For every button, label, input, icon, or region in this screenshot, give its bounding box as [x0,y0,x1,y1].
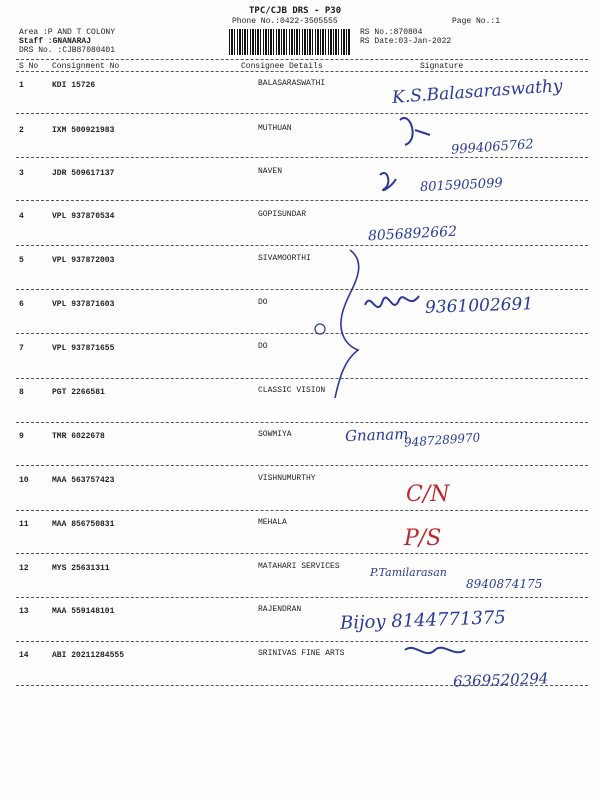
signature-row-2-phone: 9994065762 [450,137,535,158]
row-consignee: NAVEN [258,167,283,176]
row-sno: 1 [19,81,24,90]
rs-number: RS No.:870804 [360,28,423,37]
signature-row-10-status: C/N [406,482,450,507]
row-sno: 6 [19,300,24,309]
row-consignee: GOPISUNDAR [258,210,307,219]
signature-row-12-name: P.Tamilarasan [370,566,447,579]
row-consignment: MAA 856750831 [52,520,115,529]
row-sno: 5 [19,256,24,265]
row-consignment: VPL 937871655 [52,344,115,353]
signature-stroke [315,324,325,334]
page-number: Page No.:1 [452,17,501,26]
row-consignment: ABI 20211284555 [52,651,125,660]
phone-number: Phone No.:0422-3505555 [232,17,338,26]
row-sno: 3 [19,169,24,178]
signature-stroke [400,118,430,145]
row-consignee: SIVAMOORTHI [258,254,311,263]
signature-row-12-phone: 8940874175 [466,577,543,591]
row-sno: 10 [19,476,29,485]
row-consignment: MYS 25631311 [52,564,110,573]
row-consignee: MUTHUAN [258,124,292,133]
signature-row-6-phone: 9361002691 [424,294,534,318]
row-consignment: KDI 15726 [52,81,96,90]
row-sno: 4 [19,212,24,221]
signature-row-11-status: P/S [404,526,442,551]
signature-row-4-phone: 8056892662 [367,223,458,245]
row-consignment: VPL 937872003 [52,256,115,265]
row-consignee: BALASARASWATHI [258,79,326,88]
row-sno: 12 [19,564,29,573]
signature-row-3-phone: 8015905099 [419,175,504,196]
row-consignment: MAA 559148101 [52,607,115,616]
column-consignment: Consignment No [52,62,120,71]
row-sno: 13 [19,607,29,616]
row-sno: 2 [19,126,24,135]
row-consignee: MATAHARI SERVICES [258,562,340,571]
signature-row-9-phone: 9487289970 [403,430,481,450]
row-consignee: MEHALA [258,518,287,527]
signature-stroke [365,296,419,307]
column-signature: Signature [420,62,464,71]
column-sno: S No [19,62,39,71]
drs-number: DRS No. :CJB87080401 [19,46,116,55]
row-consignee: DO [258,342,268,351]
row-consignment: JDR 509617137 [52,169,115,178]
row-consignee: RAJENDRAN [258,605,302,614]
row-consignee: SOWMIYA [258,430,292,439]
area-label: Area :P AND T COLONY [19,28,116,37]
row-sno: 11 [19,520,29,529]
signature-stroke [335,250,359,398]
signature-row-14-phone: 6369520294 [452,669,549,691]
row-consignment: TMR 6022678 [52,432,105,441]
row-sno: 14 [19,651,29,660]
signature-row-13: Bijoy 8144771375 [339,607,507,634]
row-consignment: MAA 563757423 [52,476,115,485]
signature-stroke [405,648,465,653]
row-consignee: VISHNUMURTHY [258,474,316,483]
row-consignee: CLASSIC VISION [258,386,326,395]
row-consignee: DO [258,298,268,307]
row-sno: 7 [19,344,24,353]
row-consignment: IXM 500921983 [52,126,115,135]
row-consignment: PGT 2266581 [52,388,105,397]
sheet-title: TPC/CJB DRS - P30 [249,6,342,16]
signature-stroke [380,173,396,190]
row-consignment: VPL 937870534 [52,212,115,221]
signature-row-1: K.S.Balasaraswathy [391,76,564,108]
column-consignee: Consignee Details [241,62,323,71]
row-sno: 9 [19,432,24,441]
row-consignment: VPL 937871603 [52,300,115,309]
row-sno: 8 [19,388,24,397]
staff-label: Staff :GNANARAJ [19,37,92,46]
signature-row-9-name: Gnanam [344,424,409,446]
rs-date: RS Date:03-Jan-2022 [360,37,452,46]
row-consignee: SRINIVAS FINE ARTS [258,649,345,658]
